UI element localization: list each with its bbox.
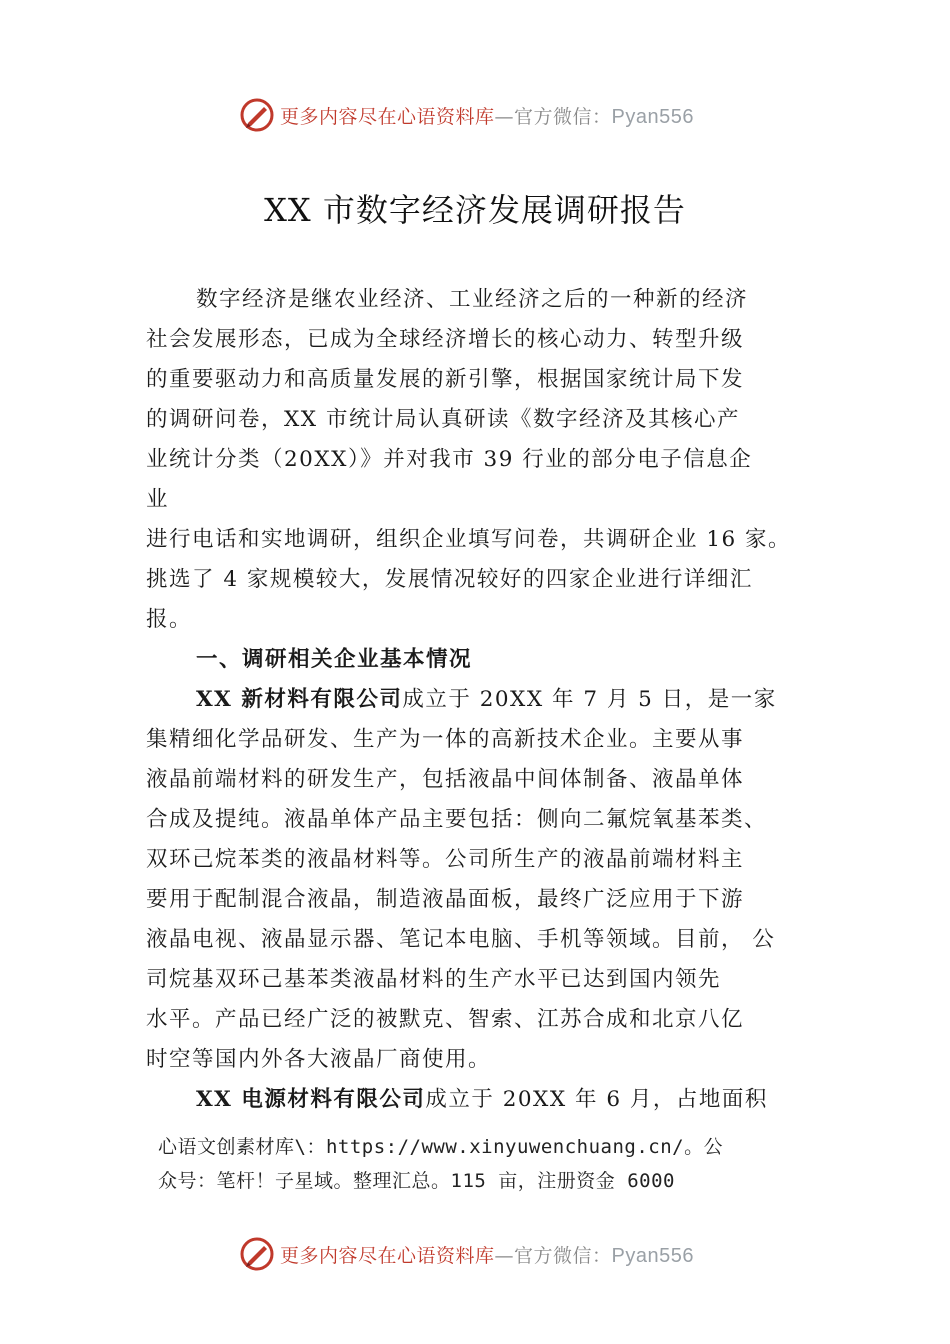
paragraph-line: 水平。产品已经广泛的被默克、智索、江苏合成和北京八亿 [146,1007,745,1032]
paragraph-line: 液晶电视、液晶显示器、笔记本电脑、手机等领域。目前， 公 [146,927,776,952]
banner-gray-text: —官方微信： [494,105,612,128]
page-title: XX 市数字经济发展调研报告 [264,191,686,229]
paragraph-line: 的调研问卷，XX 市统计局认真研读《数字经济及其核心产 [146,407,740,432]
banner-red-text: 更多内容尽在心语资料库 [280,105,495,128]
paragraph-line: 数字经济是继农业经济、工业经济之后的一种新的经济 [196,287,749,312]
paragraph-line: 时空等国内外各大液晶厂商使用。 [146,1047,492,1072]
section-heading: 一、调研相关企业基本情况 [196,647,473,672]
paragraph-line: 社会发展形态，已成为全球经济增长的核心动力、转型升级 [146,327,745,352]
company1-intro: 成立于 20XX 年 7 月 5 日，是一家 [402,687,777,712]
pen-logo-icon [238,1235,276,1273]
paragraph-line: 的重要驱动力和高质量发展的新引擎，根据国家统计局下发 [146,367,745,392]
paragraph-line: 要用于配制混合液晶，制造液晶面板，最终广泛应用于下游 [146,887,745,912]
header-banner [238,95,758,135]
paragraph-line: 司烷基双环己基苯类液晶材料的生产水平已达到国内领先 [146,967,722,992]
company1-name: XX 新材料有限公司 [196,687,403,712]
pen-logo-icon [238,96,276,134]
paragraph-line: 业 [146,487,170,512]
banner-text [280,102,694,129]
paragraph-line: 双环己烷苯类的液晶材料等。公司所生产的液晶前端材料主 [146,847,745,872]
document-body [146,280,808,1120]
footer-banner [238,1234,758,1274]
source-note-line: 众号：笔杆！子星域。整理汇总。115 亩，注册资金 6000 [158,1170,675,1192]
wechat-id: Pyan556 [611,105,694,128]
banner-red-text: 更多内容尽在心语资料库 [280,1244,495,1267]
company2-intro: 成立于 20XX 年 6 月，占地面积 [425,1087,768,1112]
source-note [158,1130,808,1198]
company2-first-line [146,1080,808,1120]
paragraph-line: 挑选了 4 家规模较大，发展情况较好的四家企业进行详细汇 [146,567,753,592]
source-note-line: 心语文创素材库\：https://www.xinyuwenchuang.cn/。公 [158,1136,724,1158]
banner-text [280,1241,694,1268]
paragraph-line: 液晶前端材料的研发生产，包括液晶中间体制备、液晶单体 [146,767,745,792]
paragraph-line: 合成及提纯。液晶单体产品主要包括：侧向二氟烷氧基苯类、 [146,807,768,832]
wechat-id: Pyan556 [611,1244,694,1267]
paragraph-line: 集精细化学品研发、生产为一体的高新技术企业。主要从事 [146,727,745,752]
paragraph-line: 进行电话和实地调研，组织企业填写问卷，共调研企业 16 家。 [146,527,792,552]
company2-name: XX 电源材料有限公司 [196,1087,426,1112]
paragraph-line: 报。 [146,607,193,632]
paragraph-line: 业统计分类（20XX）》并对我市 39 行业的部分电子信息企 [146,447,753,472]
company1-first-line [146,680,808,720]
banner-gray-text: —官方微信： [494,1244,612,1267]
